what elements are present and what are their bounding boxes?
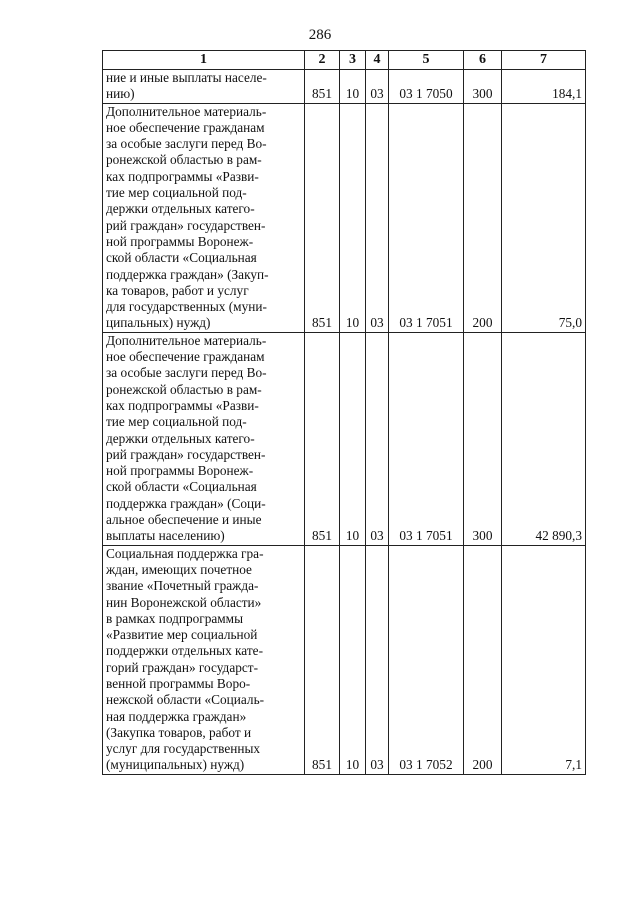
description-line: ное обеспечение гражданам <box>106 349 265 365</box>
description-line: ждан, имеющих почетное <box>106 561 252 577</box>
ministry-code: 851 <box>305 332 340 545</box>
subsection-code: 03 <box>366 70 389 104</box>
description-line: ронежской областью в рам- <box>106 381 262 397</box>
description-line: поддержки отдельных кате- <box>106 643 264 659</box>
description-line: ках подпрограммы «Разви- <box>106 397 259 413</box>
section-code: 10 <box>340 70 366 104</box>
budget-table <box>102 50 586 775</box>
description-line: ках подпрограммы «Разви- <box>106 168 259 184</box>
ministry-code: 851 <box>305 70 340 104</box>
table-body <box>103 70 586 775</box>
description-line: ской области «Социальная <box>106 250 257 266</box>
description-line: ской области «Социальная <box>106 479 257 495</box>
table-row <box>103 545 586 774</box>
table-row <box>103 332 586 545</box>
description-line: в рамках подпрограммы <box>106 610 244 626</box>
row-description <box>103 70 305 104</box>
description-line: ная поддержка граждан» <box>106 708 247 724</box>
row-description <box>103 545 305 774</box>
row-description <box>103 332 305 545</box>
section-code: 10 <box>340 332 366 545</box>
description-line: ной программы Воронеж- <box>106 233 254 249</box>
description-line: держки отдельных катего- <box>106 201 255 217</box>
description-line: «Развитие мер социальной <box>106 627 258 643</box>
section-code: 10 <box>340 103 366 332</box>
description-line: ние и иные выплаты населе- <box>106 70 267 85</box>
description-line: ка товаров, работ и услуг <box>106 282 249 298</box>
description-line: венной программы Воро- <box>106 675 251 691</box>
description-line: звание «Почетный гражда- <box>106 578 259 594</box>
table-header-row <box>103 51 586 70</box>
description-line: выплаты населению) <box>106 528 225 544</box>
amount: 184,1 <box>502 70 586 104</box>
expense-type-code: 300 <box>464 332 502 545</box>
page-number: 286 <box>308 27 332 43</box>
expense-type-code: 300 <box>464 70 502 104</box>
description-line: ципальных) нужд) <box>106 315 211 331</box>
table-row <box>103 103 586 332</box>
description-line: поддержка граждан» (Соци- <box>106 495 266 511</box>
description-line: рий граждан» государствен- <box>106 217 266 233</box>
target-article-code: 03 1 7051 <box>389 332 464 545</box>
description-line: поддержка граждан» (Закуп- <box>106 266 269 282</box>
amount: 7,1 <box>502 545 586 774</box>
description-line: тие мер социальной под- <box>106 414 247 430</box>
row-description <box>103 103 305 332</box>
column-header-6: 6 <box>464 51 502 70</box>
description-line: нежской области «Социаль- <box>106 692 265 708</box>
description-line: ронежской областью в рам- <box>106 152 262 168</box>
subsection-code: 03 <box>366 332 389 545</box>
amount: 42 890,3 <box>502 332 586 545</box>
description-line: Дополнительное материаль- <box>106 103 267 119</box>
description-line: держки отдельных катего- <box>106 430 255 446</box>
column-header-5: 5 <box>389 51 464 70</box>
description-line: ное обеспечение гражданам <box>106 119 265 135</box>
column-header-7: 7 <box>502 51 586 70</box>
description-line: (Закупка товаров, работ и <box>106 724 252 740</box>
column-header-1: 1 <box>103 51 305 70</box>
subsection-code: 03 <box>366 103 389 332</box>
description-line: рий граждан» государствен- <box>106 446 266 462</box>
description-line: альное обеспечение и иные <box>106 512 262 528</box>
expense-type-code: 200 <box>464 545 502 774</box>
subsection-code: 03 <box>366 545 389 774</box>
ministry-code: 851 <box>305 103 340 332</box>
description-line: горий граждан» государст- <box>106 659 259 675</box>
description-line: нин Воронежской области» <box>106 594 262 610</box>
section-code: 10 <box>340 545 366 774</box>
description-line: тие мер социальной под- <box>106 185 247 201</box>
target-article-code: 03 1 7051 <box>389 103 464 332</box>
description-line: Дополнительное материаль- <box>106 332 267 348</box>
target-article-code: 03 1 7050 <box>389 70 464 104</box>
expense-type-code: 200 <box>464 103 502 332</box>
column-header-2: 2 <box>305 51 340 70</box>
description-line: ной программы Воронеж- <box>106 463 254 479</box>
description-line: нию) <box>106 86 135 102</box>
description-line: Социальная поддержка гра- <box>106 545 264 561</box>
description-line: (муниципальных) нужд) <box>106 757 245 773</box>
amount: 75,0 <box>502 103 586 332</box>
column-header-4: 4 <box>366 51 389 70</box>
column-header-3: 3 <box>340 51 366 70</box>
description-line: за особые заслуги перед Во- <box>106 365 267 381</box>
description-line: для государственных (муни- <box>106 299 267 315</box>
table-row <box>103 70 586 104</box>
ministry-code: 851 <box>305 545 340 774</box>
target-article-code: 03 1 7052 <box>389 545 464 774</box>
description-line: за особые заслуги перед Во- <box>106 136 267 152</box>
description-line: услуг для государственных <box>106 741 261 757</box>
